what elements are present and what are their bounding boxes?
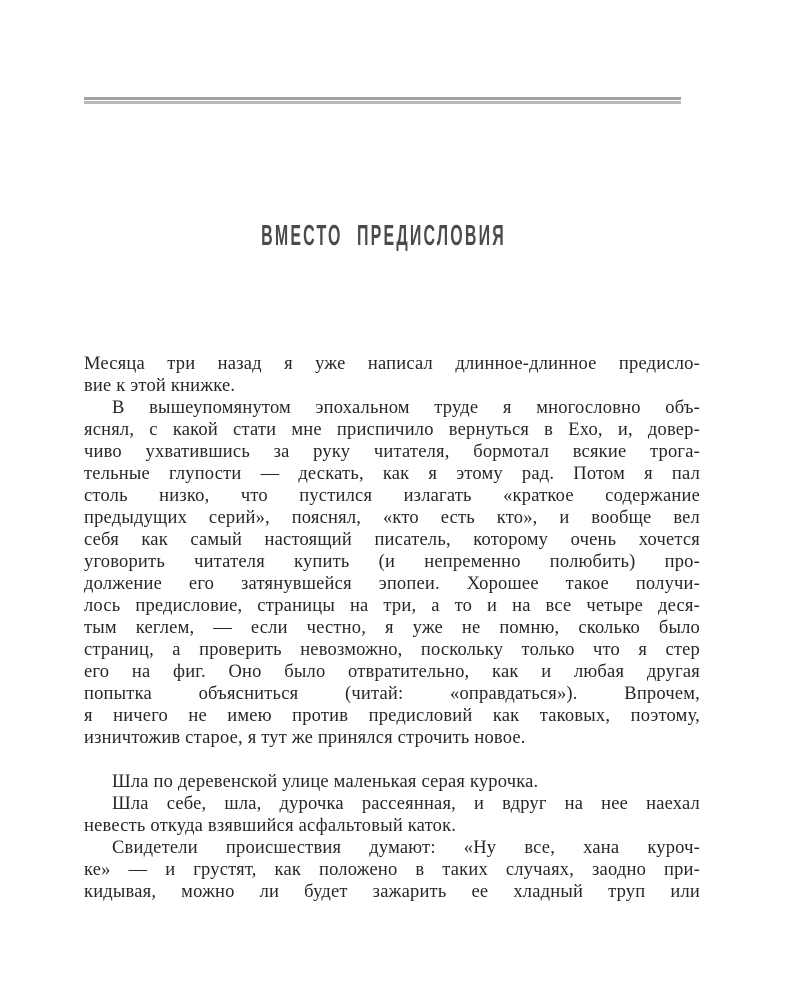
text-line: чиво ухватившись за руку читателя, бормотал всякие трога-: [84, 442, 700, 462]
text-line: яснял, с какой стати мне приспичило вернуться в Ехо, и, довер-: [84, 420, 700, 440]
text-line: изничтожив старое, я тут же принялся строчить новое.: [84, 728, 526, 748]
text-line: уговорить читателя купить (и непременно полюбить) про-: [84, 552, 700, 572]
top-double-rule: [84, 97, 681, 104]
text-line: Шла себе, шла, дурочка рассеянная, и вдруг на нее наехал: [112, 794, 700, 814]
text-line: я ничего не имею против предисловий как таковых, поэтому,: [84, 706, 700, 726]
body-text: [84, 353, 700, 903]
paragraph: [84, 837, 700, 903]
text-line: В вышеупомянутом эпохальном труде я многословно объ-: [112, 398, 700, 418]
text-line: ке» — и грустят, как положено в таких случаях, заодно при-: [84, 860, 700, 880]
text-line: столь низко, что пустился излагать «краткое содержание: [84, 486, 700, 506]
rule-line-upper: [84, 97, 681, 100]
text-line: лось предисловие, страницы на три, а то и на все четыре деся-: [84, 596, 700, 616]
text-line: кидывая, можно ли будет зажарить ее хладный труп или: [84, 882, 700, 902]
text-line: тельные глупости — дескать, как я этому рад. Потом я пал: [84, 464, 700, 484]
text-line: вие к этой книжке.: [84, 376, 236, 396]
rule-line-lower: [84, 101, 681, 104]
text-line: Свидетели происшествия думают: «Ну все, хана куроч-: [112, 838, 700, 858]
text-line: Месяца три назад я уже написал длинное-длинное предисло-: [84, 354, 700, 374]
paragraph: [84, 771, 700, 793]
text-line: тым кеглем, — если честно, я уже не помню, сколько было: [84, 618, 700, 638]
paragraph: [84, 397, 700, 749]
chapter-heading: [84, 221, 684, 251]
paragraph: [84, 793, 700, 837]
text-line: должение его затянувшейся эпопеи. Хорошее такое получи-: [84, 574, 700, 594]
text-line: попытка объясниться (читай: «оправдаться»). Впрочем,: [84, 684, 700, 704]
chapter-heading-text: ВМЕСТО ПРЕДИСЛОВИЯ: [261, 220, 507, 252]
text-line: невесть откуда взявшийся асфальтовый каток.: [84, 816, 457, 836]
text-line: себя как самый настоящий писатель, которому очень хочется: [84, 530, 700, 550]
text-line: его на фиг. Оно было отвратительно, как и любая другая: [84, 662, 700, 682]
paragraph: [84, 353, 700, 397]
text-line: предыдущих серий», пояснял, «кто есть кто», и вообще вел: [84, 508, 700, 528]
text-line: страниц, а проверить невозможно, поскольку только что я стер: [84, 640, 700, 660]
text-line: Шла по деревенской улице маленькая серая курочка.: [112, 772, 539, 792]
